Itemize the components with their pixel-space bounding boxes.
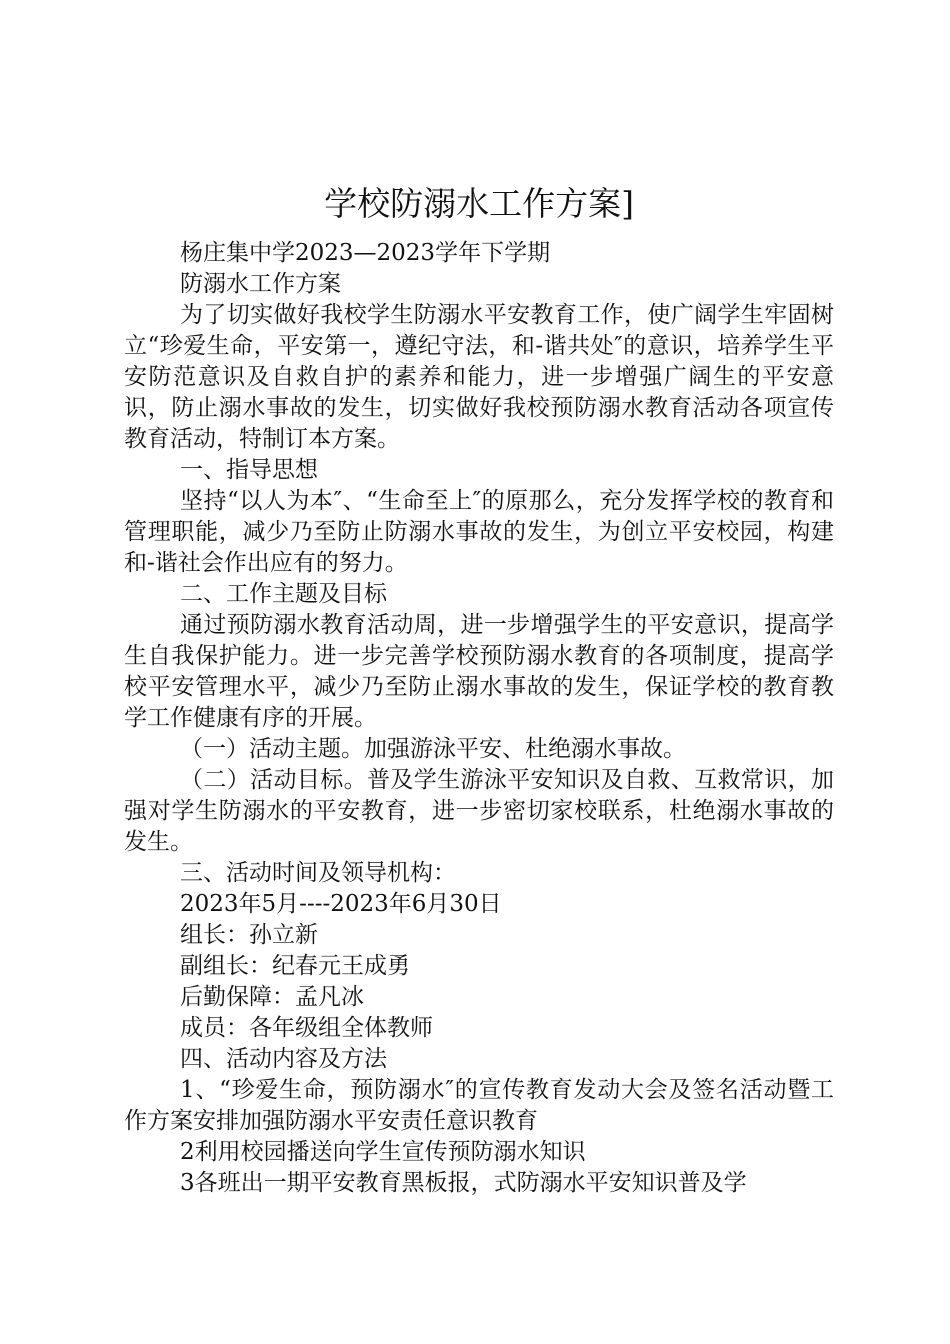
activity-period: 2023年5月----2023年6月30日 — [180, 891, 502, 917]
plan-name-line: 防溺水工作方案 — [180, 271, 341, 297]
section-1-heading: 一、指导思想 — [180, 457, 318, 483]
section-4-heading: 四、活动内容及方法 — [180, 1046, 387, 1072]
document-title: 学校防溺水工作方案] — [324, 184, 634, 223]
document-page — [124, 180, 834, 1199]
intro-paragraph: 为了切实做好我校学生防溺水平安教育工作，使广阔学生牢固树立“珍爱生命，平安第一，遵纪守法，和-谐共处″的意识，培养学生平安防范意识及自救自护的素养和能力，进一步增强广阔生的平安意识，防止溺水事故的发生，切实做好我校预防溺水教育活动各项宣传教育活动，特制订本方案。 — [124, 302, 834, 452]
deputy-leader: 副组长：纪春元王成勇 — [180, 953, 410, 979]
activity-goal: （二）活动目标。普及学生游泳平安知识及自救、互救常识，加强对学生防溺水的平安教育，进一步密切家校联系，杜绝溺水事故的发生。 — [124, 767, 834, 855]
activity-theme: （一）活动主题。加强游泳平安、杜绝溺水事故。 — [180, 736, 686, 762]
activity-item-2: 2利用校园播送向学生宣传预防溺水知识 — [180, 1139, 586, 1165]
group-members: 成员：各年级组全体教师 — [180, 1015, 433, 1041]
section-2-body: 通过预防溺水教育活动周，进一步增强学生的平安意识，提高学生自我保护能力。进一步完善学校预防溺水教育的各项制度，提高学校平安管理水平，减少乃至防止溺水事故的发生，保证学校的教育教学工作健康有序的开展。 — [124, 612, 834, 731]
section-2-heading: 二、工作主题及目标 — [180, 581, 387, 607]
section-1-body: 坚持“以人为本″、“生命至上″的原那么，充分发挥学校的教育和管理职能，减少乃至防止防溺水事故的发生，为创立平安校园，构建和-谐社会作出应有的努力。 — [124, 488, 834, 576]
logistics-support: 后勤保障：孟凡冰 — [180, 984, 364, 1010]
activity-item-3: 3各班出一期平安教育黑板报，式防溺水平安知识普及学 — [180, 1170, 747, 1196]
school-term-line: 杨庄集中学2023—2023学年下学期 — [180, 240, 551, 266]
activity-item-1: 1、“珍爱生命，预防溺水″的宣传教育发动大会及签名活动暨工作方案安排加强防溺水平安责任意识教育 — [124, 1077, 834, 1134]
group-leader: 组长：孙立新 — [180, 922, 318, 948]
section-3-heading: 三、活动时间及领导机构： — [180, 860, 456, 886]
